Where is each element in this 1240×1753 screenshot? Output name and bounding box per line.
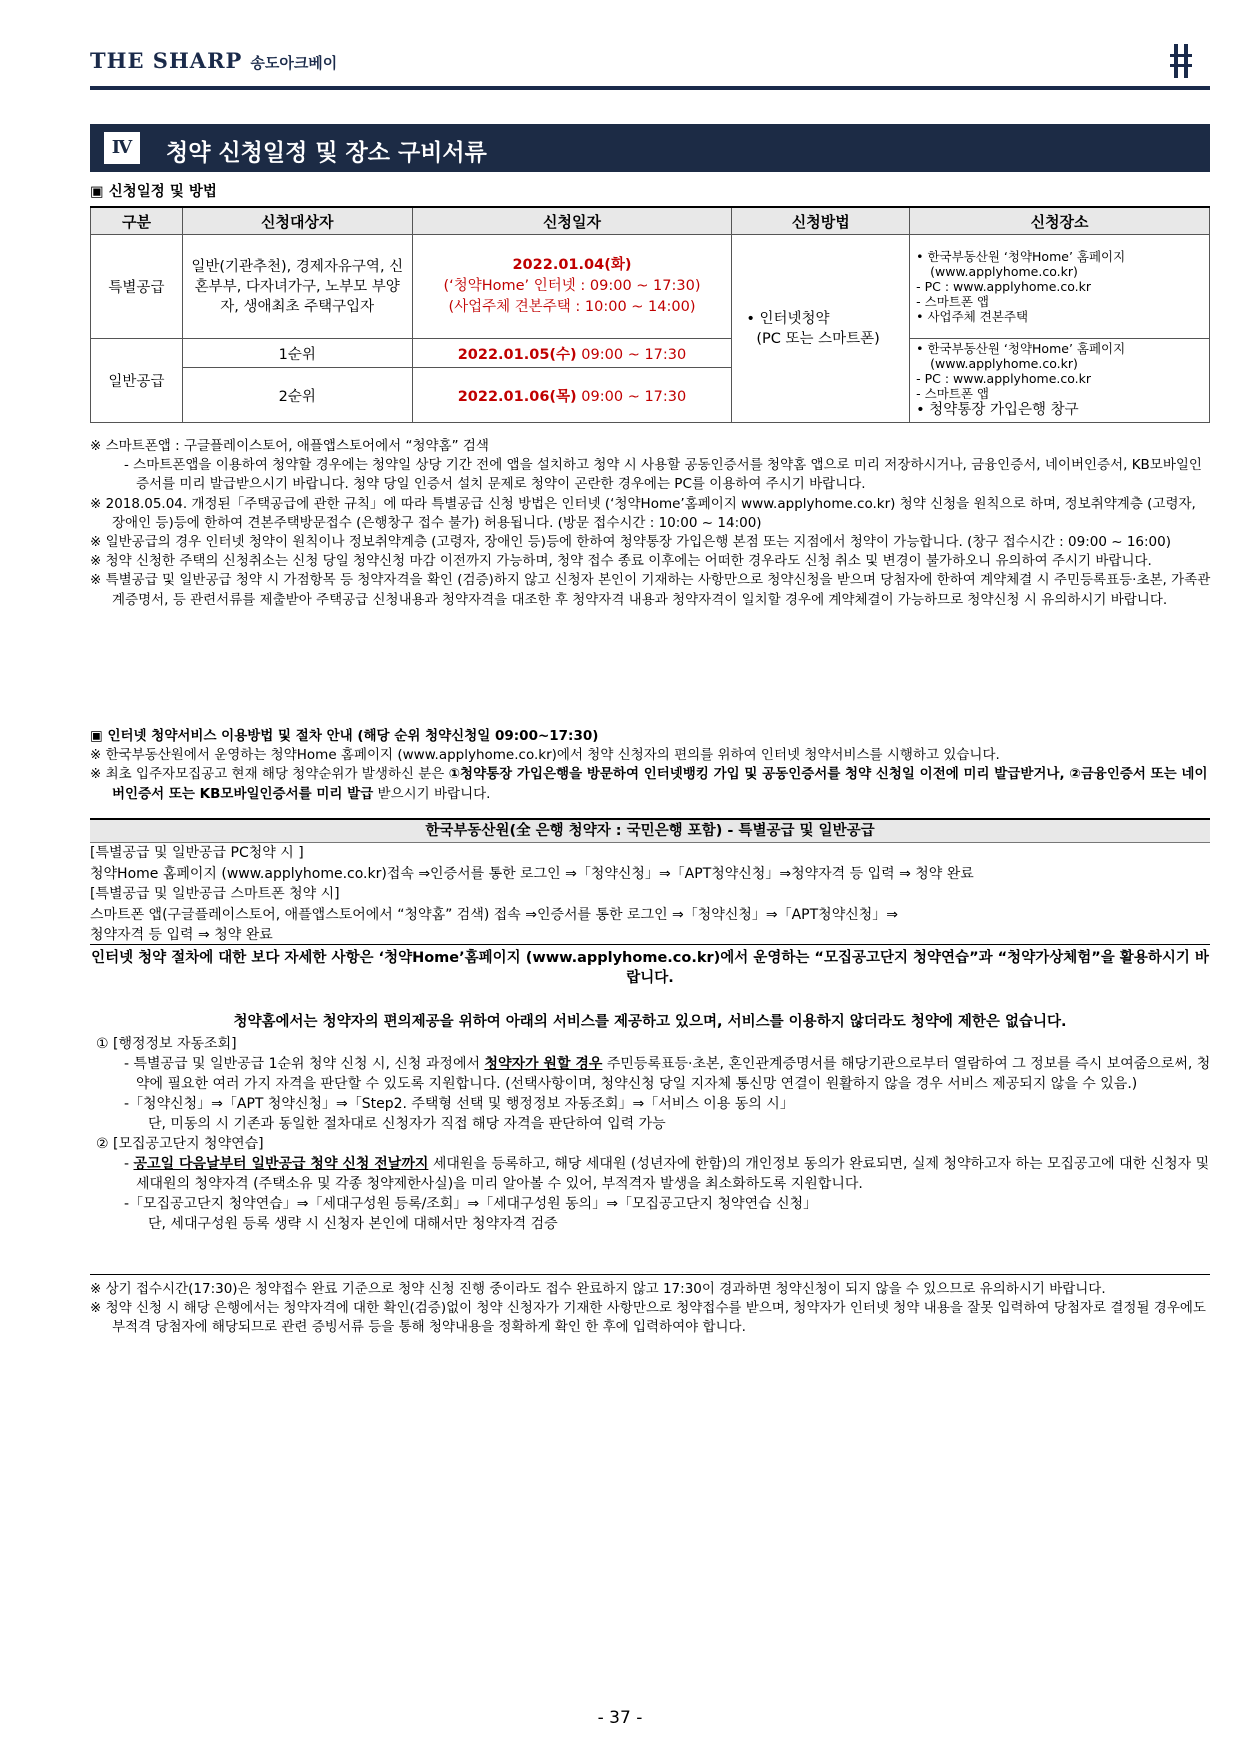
- services-block: [90, 1034, 1212, 1234]
- rank2-date: 2022.01.06(목): [457, 388, 577, 405]
- note-text: 받으시기 바랍니다.: [373, 785, 491, 802]
- rank1-date: 2022.01.05(수): [457, 346, 577, 363]
- brand-logo: [90, 48, 337, 73]
- rank1-date-cell: [412, 339, 732, 368]
- special-place-cell: [910, 235, 1210, 339]
- place-line: (www.applyhome.co.kr): [930, 356, 1078, 371]
- special-target: 일반(기관추천), 경제자유구역, 신혼부부, 다자녀가구, 노부모 부양자, 생애최초 주택구입자: [182, 235, 412, 339]
- place-line: • 한국부동산원 ‘청약Home’ 홈페이지: [916, 249, 1126, 264]
- rank2-time: 09:00 ~ 17:30: [581, 388, 687, 405]
- note: ※ 청약 신청 시 해당 은행에서는 청약자격에 대한 확인(검증)없이 청약 신청자가 기재한 사항만으로 청약접수를 받으며, 청약자가 인터넷 청약 내용을 잘못 입력하여 당첨자로 결정될 경우에도 부적격 당첨자에 해당되므로 관련 증빙서류 등을 통해 청약내용을 정확하게 확인 한 후에 입력하여야 합니다.: [90, 1300, 1206, 1336]
- procedure-divider: [90, 944, 1210, 945]
- procedure-detail: 인터넷 청약 절차에 대한 보다 자세한 사항은 ‘청약Home’홈페이지 (www.applyhome.co.kr)에서 운영하는 “모집공고단지 청약연습”과 “청약가상체험”을 활용하시기 바랍니다.: [91, 950, 1209, 986]
- brand-subtitle: 송도아크베이: [250, 54, 338, 72]
- special-label: 특별공급: [91, 235, 183, 339]
- note: ※ 상기 접수시간(17:30)은 청약접수 완료 기준으로 청약 신청 진행 중이라도 접수 완료하지 않고 17:30이 경과하면 청약신청이 되지 않을 수 있으므로 유의하시기 바랍니다.: [90, 1281, 1106, 1297]
- special-date: 2022.01.04(화): [512, 257, 632, 273]
- section-title: 청약 신청일정 및 장소 구비서류: [166, 140, 487, 166]
- services-divider: [90, 1274, 1210, 1275]
- note-emphasis: ①청약통장 가입은행을 방문하여 인터넷뱅킹 가입 및 공동인증서를 청약 신청일 이전에 미리 발급받거나, ②금융인증서 또는 네이버인증서 또는 KB모바일인증서를 미리 발급: [112, 766, 1208, 802]
- note: - 스마트폰앱을 이용하여 청약할 경우에는 청약일 상당 기간 전에 앱을 설치하고 청약 시 사용할 공동인증서를 청약홈 앱으로 미리 저장하시거나, 금융인증서, 네이버인증서, KB모바일인증서를 미리 발급받으시기 바랍니다. 청약 당일 인증서 설치 문제로 청약이 곤란한 경우에는 PC를 이용하여 주시기 바랍니다.: [124, 457, 1202, 493]
- col-header: 신청장소: [910, 207, 1210, 235]
- note-text: ※ 최초 입주자모집공고 현재 해당 청약순위가 발생하신 분은: [90, 766, 449, 783]
- special-time-internet: (‘청약Home’ 인터넷 : 09:00 ~ 17:30): [443, 278, 701, 294]
- service-text: 단, 세대구성원 등록 생략 시 신청자 본인에 대해서만 청약자격 검증: [148, 1216, 558, 1232]
- service-emphasis: 공고일 다음날부터 일반공급 청약 신청 전날까지: [133, 1156, 429, 1172]
- rank2-date-cell: [412, 368, 732, 423]
- schedule-subtitle: ▣ 신청일정 및 방법: [90, 184, 217, 200]
- place-line: - PC : www.applyhome.co.kr: [916, 279, 1092, 294]
- special-time-model-house: (사업주체 견본주택 : 10:00 ~ 14:00): [448, 299, 696, 315]
- service-text-part: 주민등록표등·초본, 혼인관계증명서를 해당기관으로부터 열람하여 그 정보를 즉시 보여줌으로써, 청약에 필요한 여러 가지 자격을 판단할 수 있도록 지원합니다. (선택사항이며, 청약신청 당일 지자체 통신망 연결이 원활하지 않을 경우 서비스 제공되지 않을 수 있음.): [136, 1056, 1211, 1092]
- place-line: • 청약통장 가입은행 창구: [916, 402, 1079, 418]
- service-text: 단, 미동의 시 기존과 동일한 절차대로 신청자가 직접 해당 자격을 판단하여 입력 가능: [148, 1116, 666, 1132]
- special-date-cell: [412, 235, 732, 339]
- procedure-box-title: 한국부동산원(全 은행 청약자 : 국민은행 포함) - 특별공급 및 일반공급: [90, 818, 1210, 843]
- place-line: - PC : www.applyhome.co.kr: [916, 371, 1092, 386]
- service-text-part: - 특별공급 및 일반공급 1순위 청약 신청 시, 신청 과정에서: [124, 1056, 485, 1072]
- service-text: [90, 1054, 1212, 1094]
- service-text: -「청약신청」⇒「APT 청약신청」⇒「Step2. 주택형 선택 및 행정정보 자동조회」⇒「서비스 이용 동의 시」: [124, 1096, 794, 1112]
- col-header: 구분: [91, 207, 183, 235]
- place-line: - 스마트폰 앱: [916, 294, 989, 309]
- service-text: [90, 1154, 1212, 1194]
- services-intro: 청약홈에서는 청약자의 편의제공을 위하여 아래의 서비스를 제공하고 있으며, 서비스를 이용하지 않더라도 청약에 제한은 없습니다.: [233, 1014, 1067, 1030]
- note: ※ 특별공급 및 일반공급 청약 시 가점항목 등 청약자격을 확인 (검증)하지 않고 신청자 본인이 기재하는 사항만으로 청약신청을 받으며 당첨자에 한하여 계약체결 시 주민등록표등·초본, 가족관계증명서, 등 관련서류를 제출받아 주택공급 신청내용과 청약자격을 대조한 후 청약자격 내용과 청약자격이 일치할 경우에 계약체결이 가능하므로 청약신청 시 유의하시기 바랍니다.: [90, 572, 1211, 608]
- procedure-line: 청약Home 홈페이지 (www.applyhome.co.kr)접속 ⇒인증서를 통한 로그인 ⇒「청약신청」⇒「APT청약신청」⇒청약자격 등 입력 ⇒ 청약 완료: [90, 865, 974, 882]
- procedure-line: [특별공급 및 일반공급 PC청약 시 ]: [90, 845, 304, 861]
- section-header: [90, 124, 1210, 172]
- procedure-line: 스마트폰 앱(구글플레이스토어, 애플앱스토어에서 “청약홈” 검색) 접속 ⇒인증서를 통한 로그인 ⇒「청약신청」⇒「APT청약신청」⇒: [90, 906, 899, 923]
- method-cell: [732, 235, 910, 423]
- note: ※ 2018.05.04. 개정된「주택공급에 관한 규칙」에 따라 특별공급 신청 방법은 인터넷 (‘청약Home’홈페이지 www.applyhome.co.kr) 청약 신청을 원칙으로 하며, 정보취약계층 (고령자, 장애인 등)등에 한하여 견본주택방문접수 (은행창구 접수 불가) 허용됩니다. (방문 접수시간 : 10:00 ~ 14:00): [90, 495, 1196, 531]
- place-line: • 사업주체 견본주택: [916, 309, 1029, 324]
- note: ※ 한국부동산원에서 운영하는 청약Home 홈페이지 (www.applyhome.co.kr)에서 청약 신청자의 편의를 위하여 인터넷 청약서비스를 시행하고 있습니다.: [90, 747, 1000, 764]
- header-divider: [90, 86, 1210, 90]
- place-line: - 스마트폰 앱: [916, 386, 989, 401]
- rank2-label: 2순위: [182, 368, 412, 423]
- rank1-label: 1순위: [182, 339, 412, 368]
- procedure-line: 청약자격 등 입력 ⇒ 청약 완료: [90, 927, 273, 943]
- col-header: 신청일자: [412, 207, 732, 235]
- general-label: 일반공급: [91, 339, 183, 423]
- service-title: ① [행정정보 자동조회]: [96, 1036, 237, 1052]
- schedule-table: [90, 206, 1210, 423]
- service-text-part: -: [124, 1156, 134, 1172]
- service-text-part: 세대원을 등록하고, 해당 세대원 (성년자에 한함)의 개인정보 동의가 완료되면, 실제 청약하고자 하는 모집공고에 대한 신청자 및 세대원의 청약자격 (주택소유 및 각종 청약제한사실)을 미리 알아볼 수 있어, 부적격자 발생을 최소화하도록 지원합니다.: [136, 1156, 1210, 1192]
- internet-block: [90, 727, 1212, 804]
- internet-subtitle: ▣ 인터넷 청약서비스 이용방법 및 절차 안내 (해당 순위 청약신청일 09:00~17:30): [90, 728, 599, 744]
- service-emphasis: 청약자가 원할 경우: [484, 1056, 603, 1072]
- rank1-time: 09:00 ~ 17:30: [581, 346, 687, 363]
- procedure-line: [특별공급 및 일반공급 스마트폰 청약 시]: [90, 886, 340, 902]
- note: ※ 일반공급의 경우 인터넷 청약이 원칙이나 정보취약계층 (고령자, 장애인 등)등에 한하여 청약통장 가입은행 본점 또는 지점에서 청약이 가능합니다. (창구 접수시간 : 09:00 ~ 16:00): [90, 534, 1171, 551]
- col-header: 신청대상자: [182, 207, 412, 235]
- table-row: [91, 339, 1210, 368]
- general-place-cell: [910, 339, 1210, 423]
- place-line: • 한국부동산원 ‘청약Home’ 홈페이지: [916, 341, 1126, 356]
- table-row: [91, 235, 1210, 339]
- note: ※ 스마트폰앱 : 구글플레이스토어, 애플앱스토어에서 “청약홈” 검색: [90, 438, 489, 454]
- notes-block: [90, 437, 1212, 610]
- final-notes-block: [90, 1280, 1212, 1338]
- note: [90, 765, 1212, 803]
- service-text: -「모집공고단지 청약연습」⇒「세대구성원 등록/조회」⇒「세대구성원 동의」⇒「모집공고단지 청약연습 신청」: [124, 1196, 818, 1212]
- page-header: [90, 40, 1210, 88]
- service-title: ② [모집공고단지 청약연습]: [96, 1136, 264, 1152]
- note: ※ 청약 신청한 주택의 신청취소는 신청 당일 청약신청 마감 이전까지 가능하며, 청약 접수 종료 이후에는 어떠한 경우라도 신청 취소 및 변경이 불가하오니 유의하여 주시기 바랍니다.: [90, 553, 1152, 570]
- brand-logo-icon: [1168, 40, 1194, 82]
- place-line: (www.applyhome.co.kr): [930, 264, 1078, 279]
- method-line: (PC 또는 스마트폰): [756, 330, 880, 347]
- method-line: • 인터넷청약: [746, 310, 830, 327]
- brand-name: THE SHARP: [90, 48, 243, 73]
- procedure-block: [90, 843, 1210, 946]
- section-number: Ⅳ: [104, 132, 140, 164]
- col-header: 신청방법: [732, 207, 910, 235]
- page-number: - 37 -: [597, 1708, 643, 1728]
- table-header-row: [91, 207, 1210, 235]
